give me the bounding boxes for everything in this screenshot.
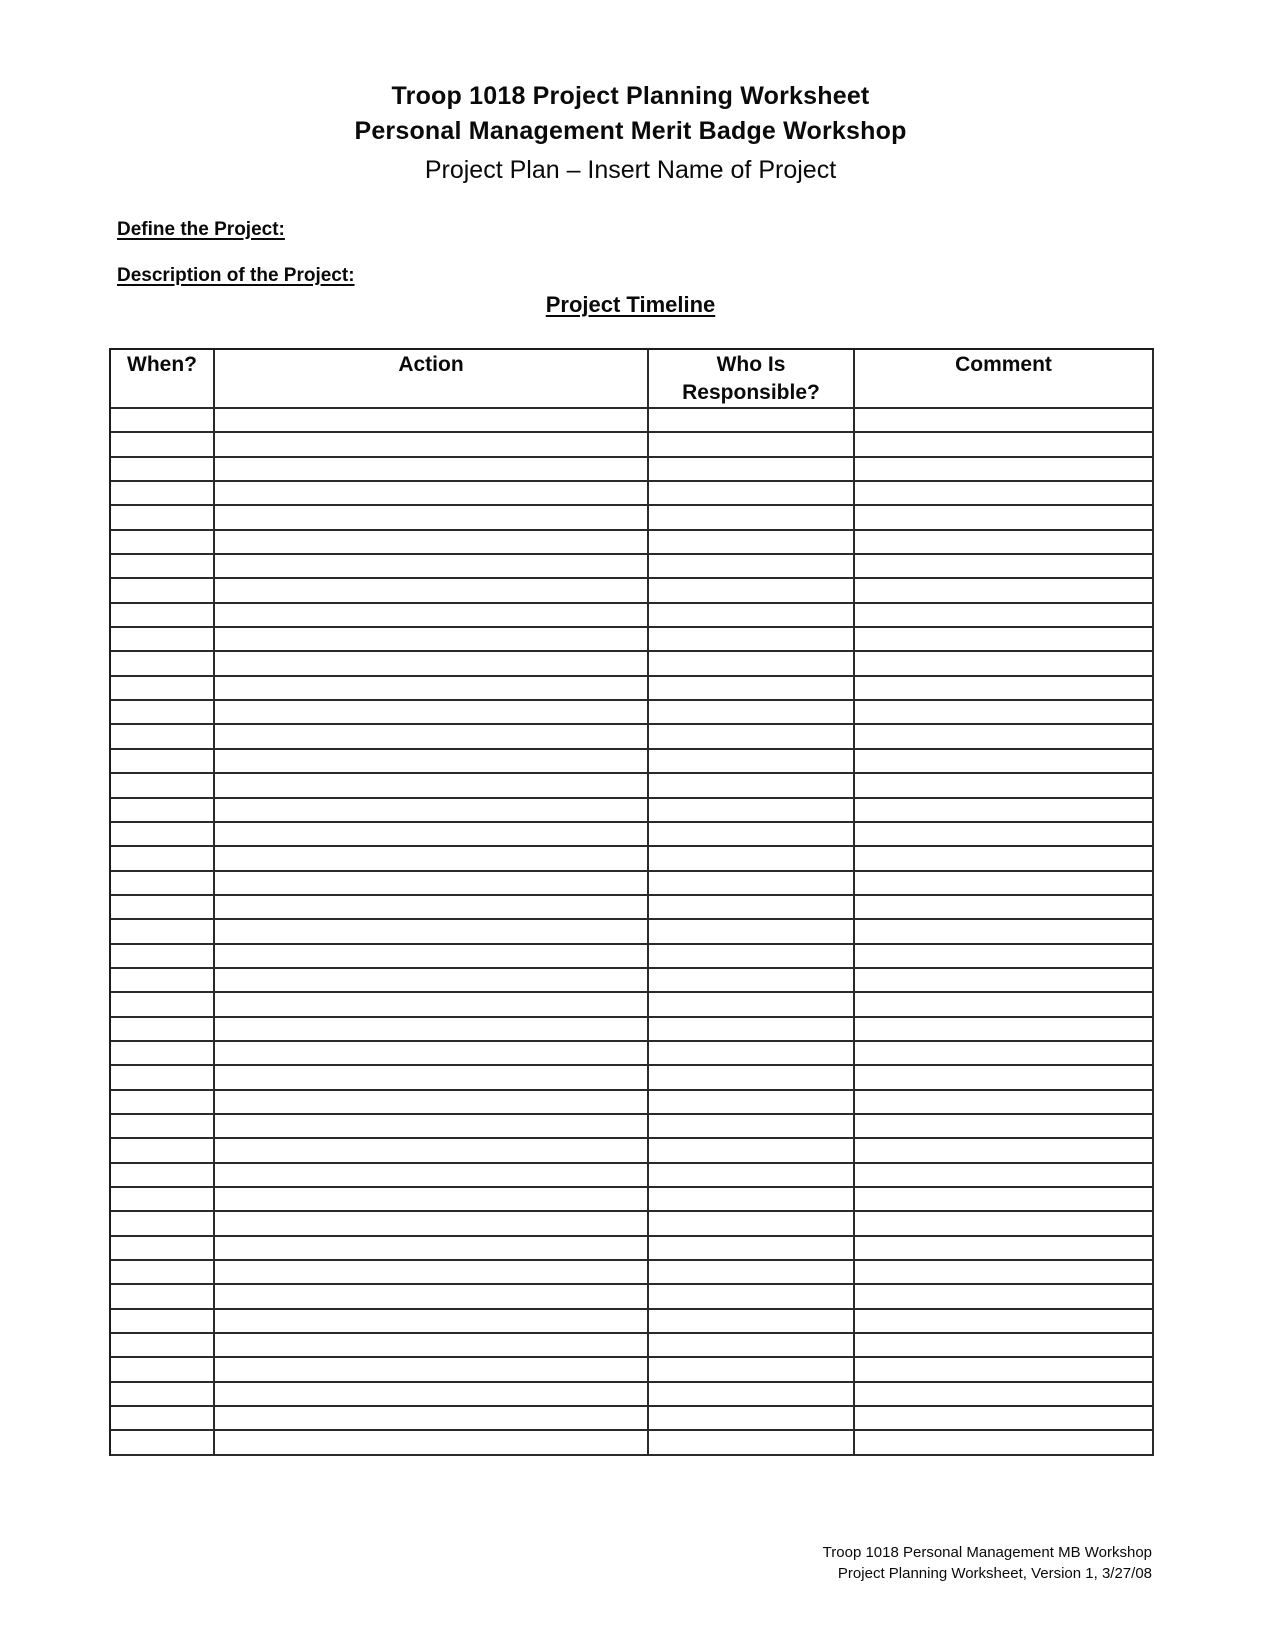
cell-when bbox=[111, 579, 215, 603]
cell-who-is-responsible bbox=[649, 531, 855, 555]
col-header-who-is-responsible: Who Is Responsible? bbox=[649, 350, 855, 409]
cell-who-is-responsible bbox=[649, 750, 855, 774]
cell-who-is-responsible bbox=[649, 482, 855, 506]
cell-action bbox=[215, 482, 649, 506]
footer-line-1: Troop 1018 Personal Management MB Workshop bbox=[822, 1544, 1152, 1561]
cell-who-is-responsible bbox=[649, 433, 855, 457]
cell-comment bbox=[855, 604, 1154, 628]
cell-who-is-responsible bbox=[649, 1115, 855, 1139]
cell-when bbox=[111, 409, 215, 433]
cell-when bbox=[111, 1066, 215, 1090]
cell-comment bbox=[855, 1358, 1154, 1382]
cell-action bbox=[215, 1115, 649, 1139]
cell-when bbox=[111, 531, 215, 555]
cell-comment bbox=[855, 1431, 1154, 1455]
cell-who-is-responsible bbox=[649, 1334, 855, 1358]
cell-action bbox=[215, 628, 649, 652]
cell-comment bbox=[855, 652, 1154, 676]
cell-when bbox=[111, 993, 215, 1017]
cell-action bbox=[215, 1431, 649, 1455]
cell-action bbox=[215, 579, 649, 603]
cell-comment bbox=[855, 579, 1154, 603]
col-header-when: When? bbox=[111, 350, 215, 409]
cell-comment bbox=[855, 896, 1154, 920]
document-footer bbox=[823, 1542, 1152, 1584]
cell-who-is-responsible bbox=[649, 1139, 855, 1163]
cell-action bbox=[215, 1042, 649, 1066]
define-project-heading: Define the Project: bbox=[117, 219, 285, 240]
cell-comment bbox=[855, 1188, 1154, 1212]
cell-action bbox=[215, 945, 649, 969]
document-title-line-2: Personal Management Merit Badge Workshop bbox=[354, 117, 907, 145]
cell-comment bbox=[855, 433, 1154, 457]
cell-action bbox=[215, 555, 649, 579]
cell-when bbox=[111, 1285, 215, 1309]
cell-comment bbox=[855, 458, 1154, 482]
cell-who-is-responsible bbox=[649, 579, 855, 603]
cell-action bbox=[215, 677, 649, 701]
cell-action bbox=[215, 872, 649, 896]
cell-comment bbox=[855, 1334, 1154, 1358]
cell-comment bbox=[855, 1310, 1154, 1334]
cell-action bbox=[215, 993, 649, 1017]
cell-action bbox=[215, 799, 649, 823]
cell-comment bbox=[855, 555, 1154, 579]
cell-action bbox=[215, 531, 649, 555]
cell-comment bbox=[855, 1407, 1154, 1431]
cell-who-is-responsible bbox=[649, 1407, 855, 1431]
cell-when bbox=[111, 482, 215, 506]
cell-comment bbox=[855, 628, 1154, 652]
cell-when bbox=[111, 458, 215, 482]
cell-when bbox=[111, 872, 215, 896]
cell-action bbox=[215, 1334, 649, 1358]
cell-comment bbox=[855, 531, 1154, 555]
cell-when bbox=[111, 1042, 215, 1066]
cell-comment bbox=[855, 725, 1154, 749]
cell-comment bbox=[855, 701, 1154, 725]
project-timeline-heading: Project Timeline bbox=[545, 292, 716, 317]
cell-when bbox=[111, 1018, 215, 1042]
cell-when bbox=[111, 652, 215, 676]
cell-comment bbox=[855, 1018, 1154, 1042]
cell-who-is-responsible bbox=[649, 409, 855, 433]
cell-action bbox=[215, 1261, 649, 1285]
cell-action bbox=[215, 1018, 649, 1042]
cell-who-is-responsible bbox=[649, 774, 855, 798]
cell-comment bbox=[855, 750, 1154, 774]
cell-when bbox=[111, 1164, 215, 1188]
project-timeline-table bbox=[109, 348, 1154, 1456]
cell-comment bbox=[855, 482, 1154, 506]
cell-who-is-responsible bbox=[649, 458, 855, 482]
cell-who-is-responsible bbox=[649, 1261, 855, 1285]
cell-comment bbox=[855, 920, 1154, 944]
cell-when bbox=[111, 969, 215, 993]
cell-who-is-responsible bbox=[649, 993, 855, 1017]
cell-comment bbox=[855, 506, 1154, 530]
cell-who-is-responsible bbox=[649, 1066, 855, 1090]
cell-action bbox=[215, 701, 649, 725]
cell-action bbox=[215, 1310, 649, 1334]
cell-who-is-responsible bbox=[649, 799, 855, 823]
cell-action bbox=[215, 652, 649, 676]
cell-comment bbox=[855, 1115, 1154, 1139]
cell-comment bbox=[855, 1139, 1154, 1163]
cell-when bbox=[111, 1091, 215, 1115]
cell-action bbox=[215, 1358, 649, 1382]
cell-comment bbox=[855, 1066, 1154, 1090]
cell-when bbox=[111, 750, 215, 774]
cell-comment bbox=[855, 409, 1154, 433]
cell-comment bbox=[855, 1285, 1154, 1309]
cell-who-is-responsible bbox=[649, 920, 855, 944]
cell-when bbox=[111, 628, 215, 652]
cell-comment bbox=[855, 774, 1154, 798]
cell-when bbox=[111, 725, 215, 749]
project-plan-subtitle: Project Plan – Insert Name of Project bbox=[424, 156, 837, 184]
cell-when bbox=[111, 1358, 215, 1382]
cell-comment bbox=[855, 1383, 1154, 1407]
cell-action bbox=[215, 506, 649, 530]
cell-comment bbox=[855, 677, 1154, 701]
cell-action bbox=[215, 1285, 649, 1309]
cell-when bbox=[111, 1237, 215, 1261]
cell-who-is-responsible bbox=[649, 1091, 855, 1115]
cell-comment bbox=[855, 872, 1154, 896]
cell-who-is-responsible bbox=[649, 555, 855, 579]
cell-when bbox=[111, 896, 215, 920]
cell-who-is-responsible bbox=[649, 1042, 855, 1066]
document-title-line-1: Troop 1018 Project Planning Worksheet bbox=[391, 82, 870, 110]
cell-action bbox=[215, 604, 649, 628]
col-header-action: Action bbox=[215, 350, 649, 409]
cell-who-is-responsible bbox=[649, 1383, 855, 1407]
cell-who-is-responsible bbox=[649, 1358, 855, 1382]
cell-comment bbox=[855, 945, 1154, 969]
cell-who-is-responsible bbox=[649, 847, 855, 871]
cell-who-is-responsible bbox=[649, 628, 855, 652]
cell-who-is-responsible bbox=[649, 945, 855, 969]
cell-when bbox=[111, 823, 215, 847]
cell-who-is-responsible bbox=[649, 701, 855, 725]
cell-who-is-responsible bbox=[649, 872, 855, 896]
cell-who-is-responsible bbox=[649, 823, 855, 847]
cell-action bbox=[215, 969, 649, 993]
cell-when bbox=[111, 920, 215, 944]
cell-when bbox=[111, 1407, 215, 1431]
cell-when bbox=[111, 1212, 215, 1236]
cell-action bbox=[215, 750, 649, 774]
cell-when bbox=[111, 677, 215, 701]
cell-who-is-responsible bbox=[649, 1164, 855, 1188]
cell-action bbox=[215, 1139, 649, 1163]
cell-action bbox=[215, 1237, 649, 1261]
cell-action bbox=[215, 1091, 649, 1115]
cell-action bbox=[215, 458, 649, 482]
cell-who-is-responsible bbox=[649, 896, 855, 920]
cell-when bbox=[111, 1334, 215, 1358]
cell-when bbox=[111, 1139, 215, 1163]
cell-comment bbox=[855, 1042, 1154, 1066]
cell-when bbox=[111, 506, 215, 530]
cell-who-is-responsible bbox=[649, 1212, 855, 1236]
cell-comment bbox=[855, 969, 1154, 993]
cell-when bbox=[111, 847, 215, 871]
cell-who-is-responsible bbox=[649, 1310, 855, 1334]
cell-when bbox=[111, 1383, 215, 1407]
cell-comment bbox=[855, 1164, 1154, 1188]
cell-when bbox=[111, 433, 215, 457]
cell-action bbox=[215, 823, 649, 847]
cell-when bbox=[111, 1431, 215, 1455]
cell-who-is-responsible bbox=[649, 652, 855, 676]
cell-action bbox=[215, 896, 649, 920]
cell-when bbox=[111, 945, 215, 969]
cell-who-is-responsible bbox=[649, 1018, 855, 1042]
cell-action bbox=[215, 847, 649, 871]
cell-comment bbox=[855, 1212, 1154, 1236]
cell-who-is-responsible bbox=[649, 677, 855, 701]
cell-comment bbox=[855, 823, 1154, 847]
cell-who-is-responsible bbox=[649, 506, 855, 530]
cell-who-is-responsible bbox=[649, 1431, 855, 1455]
cell-comment bbox=[855, 847, 1154, 871]
col-header-comment: Comment bbox=[855, 350, 1154, 409]
cell-who-is-responsible bbox=[649, 1237, 855, 1261]
cell-when bbox=[111, 1188, 215, 1212]
cell-when bbox=[111, 1261, 215, 1285]
cell-comment bbox=[855, 1261, 1154, 1285]
cell-who-is-responsible bbox=[649, 969, 855, 993]
cell-when bbox=[111, 1115, 215, 1139]
cell-action bbox=[215, 774, 649, 798]
cell-action bbox=[215, 1212, 649, 1236]
cell-comment bbox=[855, 1091, 1154, 1115]
footer-line-2: Project Planning Worksheet, Version 1, 3/27/08 bbox=[837, 1565, 1152, 1582]
cell-comment bbox=[855, 799, 1154, 823]
cell-comment bbox=[855, 1237, 1154, 1261]
cell-action bbox=[215, 1188, 649, 1212]
cell-action bbox=[215, 409, 649, 433]
cell-when bbox=[111, 555, 215, 579]
cell-who-is-responsible bbox=[649, 1188, 855, 1212]
cell-when bbox=[111, 604, 215, 628]
cell-when bbox=[111, 1310, 215, 1334]
cell-action bbox=[215, 433, 649, 457]
cell-who-is-responsible bbox=[649, 1285, 855, 1309]
description-project-heading: Description of the Project: bbox=[117, 265, 355, 286]
cell-action bbox=[215, 1066, 649, 1090]
cell-action bbox=[215, 920, 649, 944]
cell-when bbox=[111, 799, 215, 823]
cell-who-is-responsible bbox=[649, 725, 855, 749]
cell-action bbox=[215, 725, 649, 749]
cell-who-is-responsible bbox=[649, 604, 855, 628]
cell-comment bbox=[855, 993, 1154, 1017]
cell-action bbox=[215, 1407, 649, 1431]
cell-when bbox=[111, 774, 215, 798]
cell-action bbox=[215, 1383, 649, 1407]
cell-when bbox=[111, 701, 215, 725]
cell-action bbox=[215, 1164, 649, 1188]
